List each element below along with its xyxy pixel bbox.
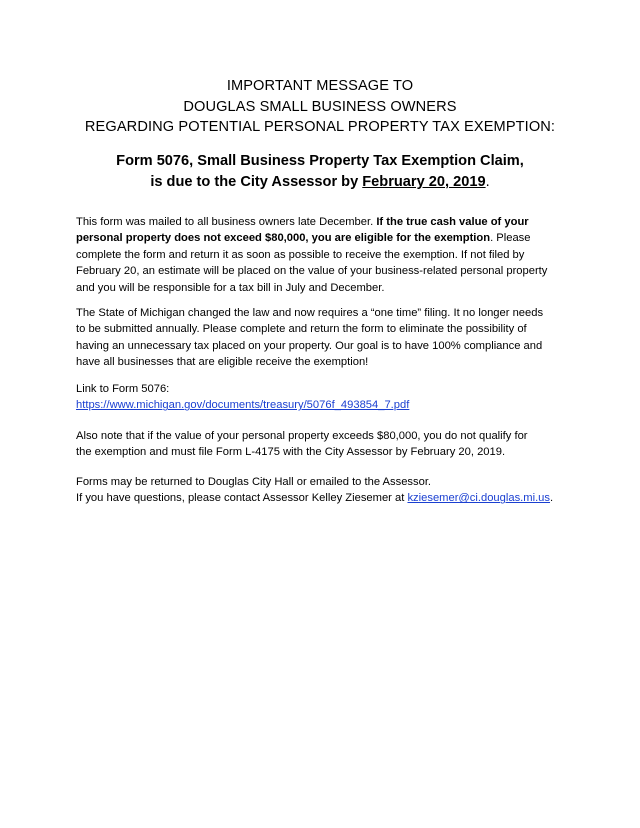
subheading-suffix: . [485, 174, 490, 190]
paragraph-line [76, 490, 576, 506]
due-date: February 20, 2019 [362, 174, 486, 190]
page-heading [0, 76, 640, 138]
text-run: If you have questions, please contact Assessor Kelley Ziesemer at [76, 492, 408, 505]
paragraph-line: have all businesses that are eligible receive the exemption! [76, 356, 369, 369]
paragraph-line: complete the form and return it as soon as possible to receive the exemption. If not filed by [76, 248, 525, 261]
paragraph-line: having an unnecessary tax placed on your property. Our goal is to have 100% compliance and [76, 339, 543, 352]
subheading-prefix: is due to the City Assessor by [150, 174, 363, 190]
paragraph-line: the exemption and must file Form L-4175 with the City Assessor by February 20, 2019. [76, 446, 506, 459]
paragraph-mailing-notice [76, 214, 576, 296]
text-run: This form was mailed to all business owners late December. [76, 216, 377, 228]
paragraph-line: Also note that if the value of your personal property exceeds $80,000, you do not qualify for [76, 430, 528, 442]
paragraph-line: and you will be responsible for a tax bill in July and December. [76, 281, 385, 294]
heading-line-2: DOUGLAS SMALL BUSINESS OWNERS [183, 98, 457, 115]
subheading-line-1: Form 5076, Small Business Property Tax Exemption Claim, [116, 153, 524, 169]
page-subheading [0, 151, 640, 193]
text-run: . [550, 492, 554, 505]
paragraph-line: The State of Michigan changed the law and now requires a “one time” filing. It no longer needs [76, 307, 544, 319]
text-run: . Please [490, 232, 531, 245]
subheading-line-2 [0, 172, 640, 193]
paragraph-line [76, 214, 576, 230]
assessor-email-link[interactable]: kziesemer@ci.douglas.mi.us [407, 492, 551, 505]
form-link-label: Link to Form 5076: [76, 383, 170, 395]
heading-line-1: IMPORTANT MESSAGE TO [226, 78, 414, 94]
paragraph-law-change [76, 305, 576, 371]
paragraph-line: to be submitted annually. Please complete and return the form to eliminate the possibility of [76, 323, 527, 336]
paragraph-form-link [76, 381, 576, 414]
paragraph-threshold-note [76, 428, 576, 461]
bold-text-run: If the true cash value of your [376, 216, 529, 228]
heading-line-3: REGARDING POTENTIAL PERSONAL PROPERTY TAX EXEMPTION: [84, 119, 556, 135]
paragraph-line [76, 397, 576, 413]
bold-text-run: personal property does not exceed $80,000, you are eligible for the exemption [76, 232, 491, 245]
paragraph-line [76, 230, 576, 246]
paragraph-line: February 20, an estimate will be placed on the value of your business-related personal property [76, 265, 548, 278]
paragraph-line: Forms may be returned to Douglas City Hall or emailed to the Assessor. [76, 476, 432, 488]
paragraph-contact [76, 474, 576, 507]
form-5076-link[interactable]: https://www.michigan.gov/documents/treasury/5076f_493854_7.pdf [76, 399, 410, 412]
